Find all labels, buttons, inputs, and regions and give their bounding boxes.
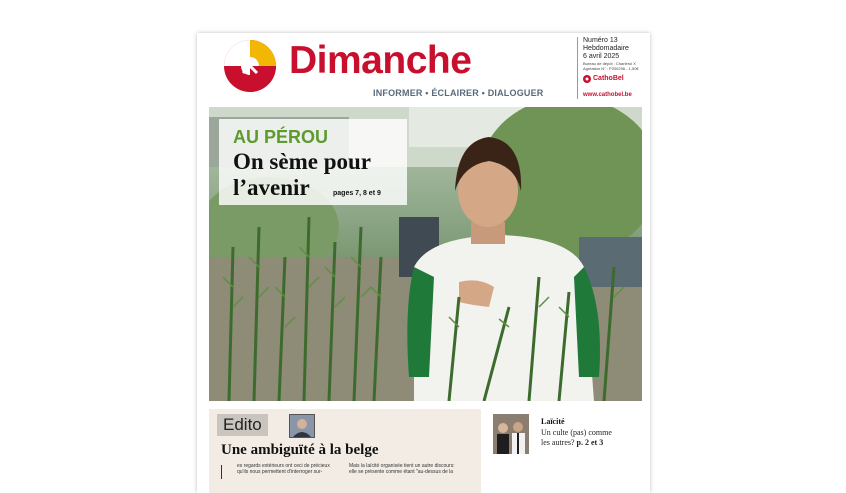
issue-number: Numéro 13 <box>583 37 618 44</box>
edito-text: qu'ils nous permettent d'interroger sur- <box>237 469 323 475</box>
cathobel-logo-icon <box>583 75 591 83</box>
cover-kicker: AU PÉROU <box>233 127 329 147</box>
issue-info <box>577 37 649 99</box>
cover-headline-line2: l’avenir <box>233 175 310 200</box>
issue-agreement: Agréation N° : P200296 - 1,50€ <box>583 66 639 71</box>
issue-frequency: Hebdomadaire <box>583 45 629 52</box>
people-photo-icon <box>493 414 529 454</box>
cover-headline-line1: On sème pour <box>233 149 371 174</box>
edito-text: elle se présente comme étant "au-dessus de la <box>349 469 454 475</box>
edito-title: Une ambiguïté à la belge <box>221 442 379 458</box>
masthead-title: Dimanche <box>289 39 472 82</box>
masthead-tagline: INFORMER • ÉCLAIRER • DIALOGUER <box>373 88 544 98</box>
edito-column-2 <box>349 463 455 475</box>
teaser-kicker: Laïcité <box>541 417 565 426</box>
edito-column-1 <box>237 463 330 475</box>
edito-author-avatar <box>289 414 315 438</box>
issue-deposit: Bureau de dépôt : Charleroi X <box>583 61 636 66</box>
edito-label: Edito <box>217 414 268 436</box>
publisher-brand <box>583 75 649 83</box>
teaser-pages: p. 2 et 3 <box>576 438 604 447</box>
issue-date: 6 avril 2025 <box>583 53 620 60</box>
teaser-line: Un culte (pas) comme <box>541 428 612 437</box>
teaser-line <box>541 438 641 448</box>
dimanche-logo-icon <box>223 39 277 93</box>
teaser-question: les autres? <box>541 438 575 447</box>
teaser-thumbnail <box>493 414 529 454</box>
newspaper-cover <box>197 33 650 493</box>
publisher-name: CathoBel <box>593 75 624 82</box>
cover-pages-ref: pages 7, 8 et 9 <box>333 190 381 197</box>
edito-text: Mais la laïcité organisée tient un autre discours: <box>349 463 455 469</box>
edito-text: es regards extérieurs ont ceci de précieux <box>237 463 330 469</box>
teaser-text <box>541 428 641 448</box>
edito-rule <box>221 465 222 479</box>
author-portrait-icon <box>290 415 314 437</box>
publisher-website[interactable]: www.cathobel.be <box>583 92 632 98</box>
